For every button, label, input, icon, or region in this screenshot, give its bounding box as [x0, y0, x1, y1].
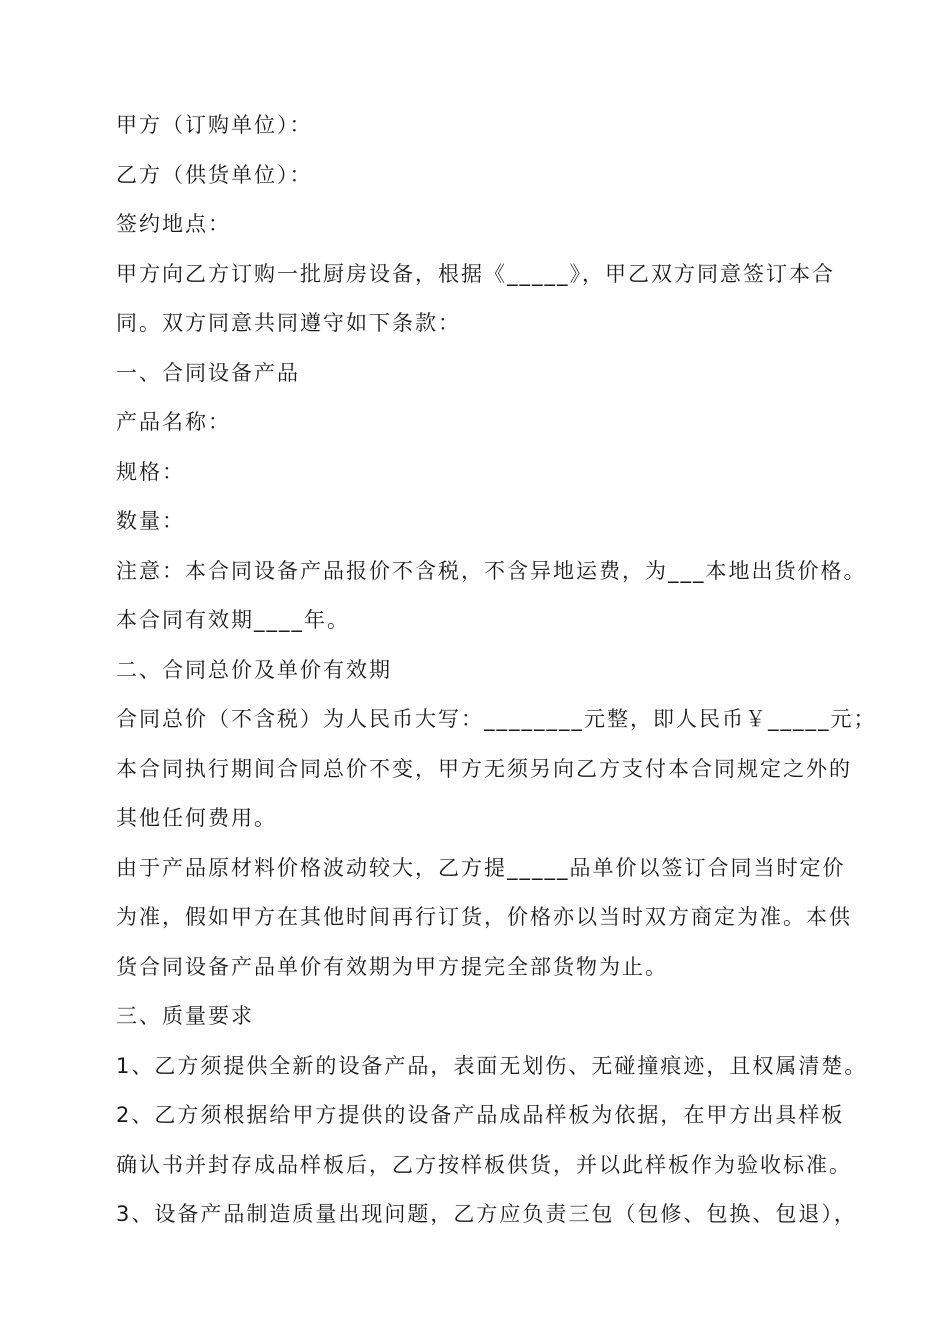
section-1-heading: 一、合同设备产品 — [116, 360, 300, 385]
signing-location-line: 签约地点： — [116, 212, 231, 236]
section-3-heading: 三、质量要求 — [116, 1004, 254, 1028]
intro-paragraph-line-1: 甲方向乙方订购一批厨房设备，根据《_____》，甲乙双方同意签订本合 — [116, 261, 835, 286]
intro-paragraph-line-2: 同。双方同意共同遵守如下条款： — [116, 311, 461, 335]
contract-body — [116, 101, 877, 1240]
unit-price-clause-line-1: 由于产品原材料价格波动较大，乙方提_____品单价以签订合同当时定价 — [116, 855, 846, 880]
quality-item-1: 1、乙方须提供全新的设备产品，表面无划伤、无碰撞痕迹，且权属清楚。 — [116, 1053, 868, 1078]
validity-line: 本合同有效期____年。 — [116, 608, 350, 632]
party-b-line: 乙方（供货单位）： — [116, 162, 313, 187]
quality-item-2-line-1: 2、乙方须根据给甲方提供的设备产品成品样板为依据，在甲方出具样板 — [116, 1103, 845, 1127]
quality-item-2-line-2: 确认书并封存成品样板后，乙方按样板供货，并以此样板作为验收标准。 — [116, 1152, 852, 1177]
specification-line: 规格： — [116, 459, 185, 484]
total-price-clause-line-1: 本合同执行期间合同总价不变，甲方无须另向乙方支付本合同规定之外的 — [116, 756, 852, 781]
party-a-line: 甲方（订购单位）： — [116, 113, 313, 137]
total-price-line: 合同总价（不含税）为人民币大写：________元整，即人民币￥_____元； — [116, 707, 877, 731]
quantity-line: 数量： — [116, 509, 185, 533]
note-line: 注意：本合同设备产品报价不含税，不含异地运费，为___本地出货价格。 — [116, 558, 867, 583]
product-name-line: 产品名称： — [116, 410, 231, 434]
total-price-clause-line-2: 其他任何费用。 — [116, 806, 277, 830]
quality-item-3-line-1: 3、设备产品制造质量出现问题，乙方应负责三包（包修、包换、包退）， — [116, 1202, 857, 1226]
unit-price-clause-line-3: 货合同设备产品单价有效期为甲方提完全部货物为止。 — [116, 954, 668, 979]
unit-price-clause-line-2: 为准，假如甲方在其他时间再行订货，价格亦以当时双方商定为准。本供 — [116, 905, 852, 929]
section-2-heading: 二、合同总价及单价有效期 — [116, 657, 392, 682]
